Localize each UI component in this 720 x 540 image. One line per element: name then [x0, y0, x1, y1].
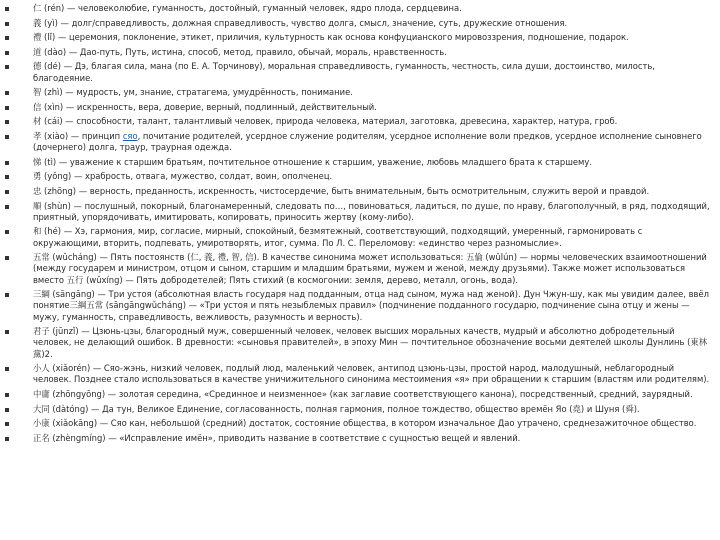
dash-separator: —: [94, 289, 109, 300]
term-definition: человеколюбие, гуманность, достойный, гуманный человек, ядро плода, сердцевина.: [78, 3, 462, 13]
term-definition: мудрость, ум, знание, стратагема, умудрённость, понимание.: [76, 87, 353, 98]
dash-separator: —: [78, 326, 93, 337]
term-definition: церемония, поклонение, этикет, приличия, культурность как основа конфуцианского мировоззрения, подношение, подарок.: [68, 32, 629, 43]
term-definition: Дэ, благая сила, мана (по Е. А. Торчинову), моральная справедливость, гуманность, честность, сила души, достоинство, милость, благодеяние.: [33, 61, 655, 83]
list-item: [0, 433, 712, 444]
list-item: [0, 32, 712, 43]
dash-separator: —: [88, 403, 103, 414]
list-item: [0, 363, 712, 385]
term-head: 五常 (wǔcháng): [33, 252, 97, 263]
term-definition: Да тун, Великое Единение, согласованность, полная гармония, полное тождество, общество времён Яо (堯) и Шуня (舜).: [102, 403, 640, 414]
term-head: 材 (cái): [33, 116, 63, 127]
list-item: [0, 87, 712, 98]
dash-separator: —: [90, 363, 104, 374]
term-head: 中庸 (zhōngyōng): [33, 388, 106, 399]
term-definition: Пять постоянств (仁, 義, 禮, 智, 信). В качестве синонима может использоваться: 五倫 (wǔlún) — нормы человеческих взаимоотношений (между государем и министром, отцом и сыном, старшим и младшим братьями, мужем и женой, между друзьями). Также может использоваться вместо 五行 (wǔxíng) — Пять добродетелей; Пять стихий (в космогонии: земля, дерево, металл, огонь, вода).: [33, 252, 707, 285]
term-head: 三綱 (sāngāng): [33, 289, 95, 300]
dash-separator: —: [97, 418, 111, 429]
term-head: 大同 (dàtóng): [33, 403, 89, 414]
term-head: 正名 (zhèngmíng): [33, 432, 106, 443]
term-definition: , почитание родителей, усердное служение родителям, усердное исполнение воли предков, усердное исполнение сыновнего (дочернего) долга, траур, траурная одежда.: [33, 130, 702, 153]
term-head: 小人 (xiǎorén): [33, 363, 91, 374]
list-item: [0, 116, 712, 127]
dash-separator: —: [61, 61, 75, 72]
term-head: 小康 (xiǎokāng): [33, 418, 98, 429]
term-definition: «Исправление имён», приводить название в соответствие с сущностью вещей и явлений.: [119, 432, 521, 443]
dash-separator: —: [62, 87, 77, 98]
term-definition: золотая середина, «Срединное и неизменное» (как заглавие соответствующего канона), посредственный, средний, заурядный.: [118, 388, 693, 399]
list-item: [0, 404, 712, 415]
term-head: 勇 (yǒng): [33, 171, 72, 182]
dash-separator: —: [57, 17, 72, 28]
dash-separator: —: [61, 226, 75, 237]
list-item: [0, 61, 712, 83]
dash-separator: —: [70, 200, 85, 211]
term-definition: храбрость, отвага, мужество, солдат, воин, ополченец.: [84, 171, 333, 182]
term-definition: уважение к старшим братьям, почтительное отношение к старшим, уважение, любовь младшего брата к старшему.: [69, 156, 592, 167]
list-item: [0, 418, 712, 429]
list-item: [0, 102, 712, 113]
list-item: [0, 131, 712, 153]
dash-separator: —: [96, 252, 111, 263]
term-definition: Три устоя (абсолютная власть государя над подданным, отца над сыном, мужа над женой). Дун Чжун-шу, как мы увидим далее, ввёл понятие三綱五常 (sāngāngwǔcháng) — «Три устоя и пять незыблемых правил» (подчинение подданного государю, подчинение сына отцу и жены — мужу, гуманность, справедливость, вежливость, разумность и верность).: [33, 289, 709, 322]
term-head: 智 (zhì): [33, 87, 63, 98]
term-definition: Цзюнь-цзы, благородный муж, совершенный человек, человек высших моральных качеств, мудрый и абсолютно добродетельный человек, не делающий ошибок. В древности: «сыновья правителей», в эпоху Мин — почтительное обозначение восьми деятелей школы Дунлинь (東林黨)2.: [33, 326, 708, 359]
list-item: [0, 3, 712, 14]
dash-separator: —: [68, 130, 82, 141]
term-head: 道 (dào): [33, 46, 67, 57]
list-item: [0, 157, 712, 168]
list-item: [0, 47, 712, 58]
list-item: [0, 201, 712, 223]
dash-separator: —: [66, 46, 80, 57]
list-item: [0, 289, 712, 323]
term-definition: верность, преданность, искренность, чистосердечие, быть внимательным, быть осмотрительным, служить верой и правдой.: [89, 185, 650, 196]
dash-separator: —: [56, 156, 70, 167]
list-item: [0, 18, 712, 29]
term-definition: долг/справедливость, должная справедливость, чувство долга, смысл, значение, суть, дружеские отношения.: [71, 17, 568, 28]
dash-separator: —: [63, 101, 77, 112]
term-head: 君子 (jūnzǐ): [33, 326, 79, 337]
term-definition: искренность, вера, доверие, верный, подлинный, действительный.: [76, 101, 377, 112]
list-item: [0, 186, 712, 197]
term-definition: способности, талант, талантливый человек, природа человека, материал, заготовка, древесина, характер, натура, гроб.: [76, 116, 618, 127]
dash-separator: —: [76, 185, 90, 196]
list-item: [0, 326, 712, 360]
dash-separator: —: [71, 171, 85, 182]
term-definition: Дао-путь, Путь, истина, способ, метод, правило, обычай, мораль, нравственность.: [79, 46, 447, 57]
list-item: [0, 226, 712, 248]
dash-separator: —: [105, 432, 120, 443]
dash-separator: —: [62, 116, 77, 127]
term-head: 忠 (zhōng): [33, 185, 77, 196]
term-definition: Хэ, гармония, мир, согласие, мирный, спокойный, безмятежный, соответствующий, подходящий, умеренный, гармонировать с окружающими, вторить, подпевать, умиротворять, итог, сумма. По Л. С. Переломову: «единство через разномыслие».: [33, 226, 643, 248]
term-head: 孝 (xiào): [33, 130, 69, 141]
term-head: 義 (yì): [33, 17, 58, 28]
xiao-link[interactable]: сяо: [122, 130, 138, 141]
dash-separator: —: [64, 3, 78, 13]
term-definition: Сяо кан, небольшой (средний) достаток, состояние общества, в котором изначальное Дао утрачено, среднезажиточное общество.: [110, 418, 697, 429]
term-head: 信 (xìn): [33, 101, 64, 112]
term-definition-prefix: принцип: [81, 130, 123, 141]
term-head: 悌 (tì): [33, 156, 57, 167]
term-definition: Сяо-жэнь, низкий человек, подлый люд, маленький человек, антипод цзюнь-цзы, простой народ, малодушный, неблагородный человек. Позднее стало использоваться в качестве уничижительного синонима местоимения «я» при обращении к старшим (властям или родителям).: [33, 363, 710, 385]
term-head: 順 (shùn): [33, 200, 71, 211]
term-head: 和 (hé): [33, 226, 62, 237]
list-item: [0, 389, 712, 400]
term-definition: послушный, покорный, благонамеренный, следовать по…, повиноваться, ладиться, по душе, по нраву, благополучный, в ряд, подходящий, приятный, упорядочивать, имитировать, копировать, приносить жертву (кому-либо).: [33, 200, 710, 222]
term-head: 德 (dé): [33, 61, 62, 72]
dash-separator: —: [105, 388, 119, 399]
term-head: 仁 (rén): [33, 3, 65, 13]
term-head: 禮 (lǐ): [33, 32, 56, 43]
list-item: [0, 252, 712, 286]
dash-separator: —: [55, 32, 69, 43]
list-item: [0, 171, 712, 182]
